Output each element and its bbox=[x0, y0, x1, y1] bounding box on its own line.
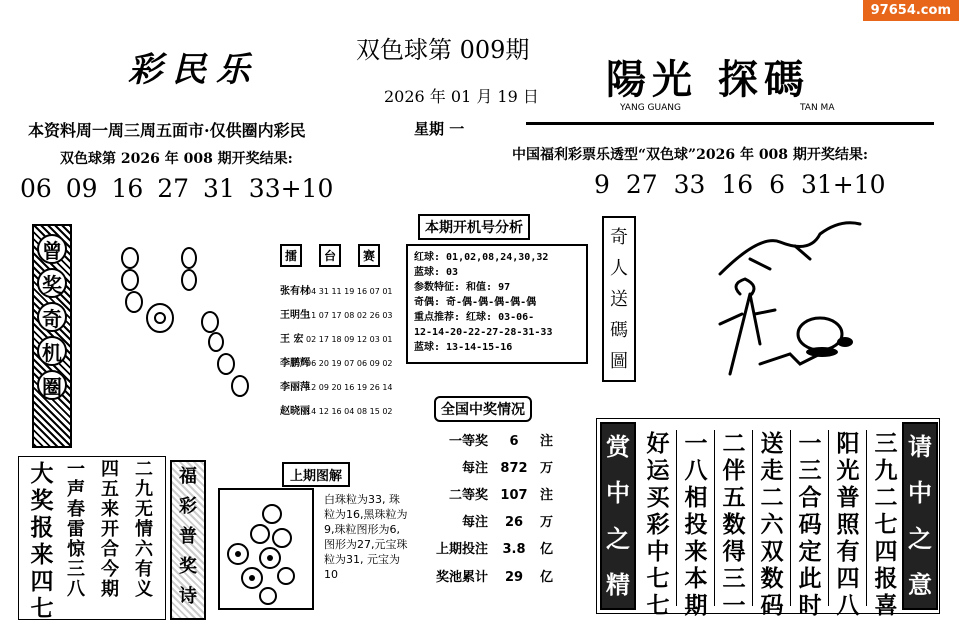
banner-char: 奖 bbox=[37, 268, 67, 298]
player-numbers: 04 31 11 19 16 07 01 bbox=[306, 287, 393, 296]
fucai-char: 奖 bbox=[179, 556, 197, 577]
player-numbers: 11 07 17 08 02 26 03 bbox=[306, 311, 393, 320]
weekday: 星期 一 bbox=[414, 120, 465, 138]
prize-value: 107 bbox=[500, 488, 528, 503]
stage-row bbox=[280, 306, 400, 321]
stage-row bbox=[280, 330, 400, 345]
logo-sub-right: TAN MA bbox=[800, 103, 835, 113]
stage-row bbox=[280, 282, 400, 297]
right-banner-1 bbox=[600, 422, 636, 610]
player-name: 王明生 bbox=[280, 310, 310, 321]
fucai-char: 诗 bbox=[179, 586, 197, 607]
prize-value: 872 bbox=[500, 461, 528, 476]
qiren-char: 圖 bbox=[610, 351, 628, 372]
banner-char: 圈 bbox=[37, 370, 67, 400]
player-numbers: 14 12 16 04 08 15 02 bbox=[306, 407, 393, 416]
poem-right-col: 阳光普照有四八 bbox=[836, 430, 860, 619]
analysis-line: 奇偶: 奇-偶-偶-偶-偶-偶 bbox=[414, 297, 537, 308]
analysis-title: 本期开机号分析 bbox=[418, 214, 530, 240]
analysis-line: 重点推荐: 红球: 03-06- bbox=[414, 312, 535, 323]
qiren-char: 碼 bbox=[610, 320, 628, 341]
banner1-char: 赏 bbox=[606, 432, 630, 461]
poem-col-divider bbox=[676, 430, 677, 606]
logo-yangguang-tanma: 陽光 探碼 bbox=[606, 56, 810, 103]
qiren-songma-banner bbox=[602, 216, 636, 382]
left-hatched-banner bbox=[32, 224, 72, 448]
banner-char: 机 bbox=[37, 336, 67, 366]
poem-col-divider bbox=[828, 430, 829, 606]
poem-left-col: 一声春雷惊三八 bbox=[67, 459, 85, 600]
prize-row bbox=[430, 484, 580, 503]
banner2-char: 之 bbox=[908, 524, 932, 553]
prize-value: 3.8 bbox=[502, 542, 526, 557]
banner1-char: 中 bbox=[606, 478, 630, 507]
fucai-char: 普 bbox=[179, 526, 197, 547]
prize-row bbox=[430, 538, 580, 557]
analysis-line: 蓝球: 13-14-15-16 bbox=[414, 342, 513, 353]
poem-col-divider bbox=[866, 430, 867, 606]
logo-sub-left: YANG GUANG bbox=[620, 103, 681, 113]
prize-value: 6 bbox=[509, 434, 519, 449]
analysis-box bbox=[406, 244, 588, 364]
prize-label: 每注 bbox=[461, 461, 488, 476]
qiren-char: 人 bbox=[610, 258, 628, 279]
poem-right-col: 一三合码定此时 bbox=[798, 430, 822, 619]
banner2-char: 请 bbox=[908, 432, 932, 461]
prize-label: 一等奖 bbox=[448, 434, 488, 449]
analysis-line: 12-14-20-22-27-28-31-33 bbox=[414, 327, 553, 338]
prize-table bbox=[430, 430, 580, 590]
bead-chain-graphic bbox=[112, 240, 262, 410]
prize-unit: 亿 bbox=[540, 570, 554, 585]
logo-caiminle: 彩民乐 bbox=[128, 50, 260, 90]
coins-diagram bbox=[222, 492, 312, 608]
prize-row bbox=[430, 566, 580, 585]
player-numbers: 12 09 20 16 19 26 14 bbox=[306, 383, 393, 392]
poem-left-col: 大奖报来四七 bbox=[30, 460, 54, 622]
banner2-char: 中 bbox=[908, 478, 932, 507]
sketch-illustration bbox=[700, 214, 880, 384]
right-result-numbers: 9 27 33 16 6 31+10 bbox=[594, 170, 886, 199]
prize-row bbox=[430, 457, 580, 476]
poem-left-col: 四五来开合今期 bbox=[101, 459, 119, 600]
prize-unit: 万 bbox=[540, 515, 554, 530]
poem-col-divider bbox=[714, 430, 715, 606]
stage-header-char: 擂 bbox=[280, 244, 302, 267]
prize-unit: 亿 bbox=[540, 542, 554, 557]
prize-unit: 注 bbox=[540, 488, 554, 503]
poem-right-col: 好运买彩中七七 bbox=[646, 430, 670, 619]
banner1-char: 精 bbox=[606, 570, 630, 599]
fucai-banner bbox=[170, 460, 206, 620]
prize-title: 全国中奖情况 bbox=[434, 396, 532, 422]
prize-label: 二等奖 bbox=[448, 488, 488, 503]
prize-unit: 万 bbox=[540, 461, 554, 476]
prize-row bbox=[430, 511, 580, 530]
prize-value: 29 bbox=[504, 570, 524, 585]
divider-line bbox=[526, 122, 934, 125]
qiren-char: 奇 bbox=[610, 227, 628, 248]
stage-row bbox=[280, 378, 400, 393]
watermark: 97654.com bbox=[863, 0, 959, 21]
stage-row bbox=[280, 354, 400, 369]
prize-label: 每注 bbox=[461, 515, 488, 530]
page-title: 双色球第 009期 bbox=[356, 36, 530, 64]
fucai-char: 彩 bbox=[179, 496, 197, 517]
left-result-numbers: 06 09 16 27 31 33+10 bbox=[20, 174, 334, 203]
banner2-char: 意 bbox=[908, 570, 932, 599]
analysis-line: 参数特征: 和值: 97 bbox=[414, 282, 511, 293]
issue-date: 2026 年 01 月 19 日 bbox=[384, 87, 539, 106]
player-name: 赵晓丽 bbox=[280, 406, 310, 417]
qiren-char: 送 bbox=[610, 289, 628, 310]
prize-unit: 注 bbox=[540, 434, 554, 449]
player-name: 王 宏 bbox=[280, 334, 304, 345]
poem-right-col: 送走二六双数码 bbox=[760, 430, 784, 619]
notice-text: 本资料周一周三周五面市·仅供圈内彩民 bbox=[28, 121, 306, 140]
stage-header-char: 台 bbox=[319, 244, 341, 267]
last-diagram-title: 上期图解 bbox=[282, 462, 350, 487]
player-numbers: 06 20 19 07 06 09 02 bbox=[306, 359, 393, 368]
analysis-line: 蓝球: 03 bbox=[414, 267, 459, 278]
poem-right-col: 三九二七四报喜 bbox=[874, 430, 898, 619]
stage-row bbox=[280, 402, 400, 417]
stage-header-char: 赛 bbox=[358, 244, 380, 267]
stage-table bbox=[280, 244, 400, 424]
banner1-char: 之 bbox=[606, 524, 630, 553]
player-numbers: 02 17 18 09 12 03 01 bbox=[306, 335, 393, 344]
right-banner-2 bbox=[902, 422, 938, 610]
player-name: 李鹏辉 bbox=[280, 358, 310, 369]
prize-row bbox=[430, 430, 580, 449]
poem-left-col: 二九无情六有义 bbox=[135, 459, 153, 600]
poem-col-divider bbox=[790, 430, 791, 606]
right-result-heading: 中国福利彩票乐透型“双色球”2026 年 008 期开奖结果: bbox=[512, 147, 869, 163]
prize-label: 奖池累计 bbox=[435, 570, 488, 585]
prize-value: 26 bbox=[504, 515, 524, 530]
banner-char: 奇 bbox=[37, 302, 67, 332]
poem-col-divider bbox=[752, 430, 753, 606]
analysis-line: 红球: 01,02,08,24,30,32 bbox=[414, 252, 549, 263]
player-name: 李丽萍 bbox=[280, 382, 310, 393]
player-name: 张有材 bbox=[280, 286, 310, 297]
poem-right-col: 一八相投来本期 bbox=[684, 430, 708, 619]
left-result-heading: 双色球第 2026 年 008 期开奖结果: bbox=[60, 151, 293, 167]
banner-char: 曾 bbox=[37, 234, 67, 264]
last-diagram-text: 白珠粒为33, 珠粒为16,黑珠粒为9,珠粒图形为6, 图形为27,元宝珠粒为31, 元宝为10 bbox=[324, 493, 408, 581]
poem-right-col: 二伴五数得三一 bbox=[722, 430, 746, 619]
fucai-char: 福 bbox=[179, 466, 197, 487]
prize-label: 上期投注 bbox=[435, 542, 488, 557]
